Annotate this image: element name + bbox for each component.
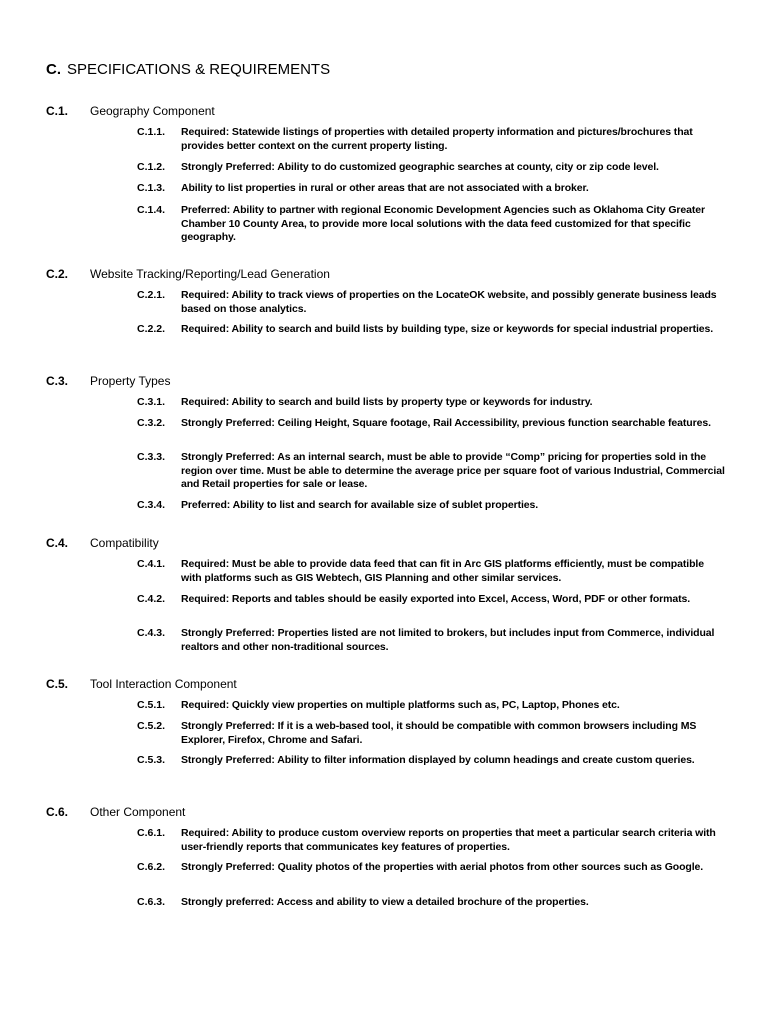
- heading-number: C.: [46, 61, 61, 78]
- item-number: C.1.2.: [137, 161, 166, 173]
- section-number: C.1.: [46, 104, 69, 118]
- item-number: C.4.1.: [137, 558, 166, 570]
- item-text: Required: Statewide listings of properties with detailed property information and pictures/brochures that provides better context on the current property listing.: [181, 126, 693, 152]
- item-text: Required: Quickly view properties on multiple platforms such as, PC, Laptop, Phones etc.: [181, 699, 620, 711]
- item-text: Required: Must be able to provide data feed that can fit in Arc GIS platforms efficiently, must be compatible with platforms such as GIS Webtech, GIS Planning and other similar services.: [181, 558, 704, 584]
- section-title: Other Component: [90, 805, 186, 819]
- section-number: C.4.: [46, 536, 69, 550]
- section-number: C.5.: [46, 677, 69, 691]
- item-text: Strongly Preferred: Properties listed are not limited to brokers, but includes input from Commerce, individual realtors and other non-traditional sources.: [181, 627, 715, 653]
- item-text: Strongly Preferred: Ability to filter information displayed by column headings and create custom queries.: [181, 754, 695, 766]
- item-text: Strongly Preferred: If it is a web-based tool, it should be compatible with common browsers including MS Explorer, Firefox, Chrome and Safari.: [181, 720, 697, 746]
- item-text: Required: Ability to produce custom overview reports on properties that meet a particular search criteria with user-friendly reports that communicates key features of properties.: [181, 827, 716, 853]
- item-text: Required: Ability to search and build lists by building type, size or keywords for special industrial properties.: [181, 323, 714, 335]
- item-number: C.2.1.: [137, 289, 166, 301]
- item-number: C.3.1.: [137, 396, 166, 408]
- item-text: Strongly Preferred: Ability to do customized geographic searches at county, city or zip code level.: [181, 161, 659, 173]
- item-number: C.2.2.: [137, 323, 166, 335]
- item-text: Required: Reports and tables should be easily exported into Excel, Access, Word, PDF or other formats.: [181, 593, 691, 605]
- item-text: Required: Ability to track views of properties on the LocateOK website, and possibly generate business leads based on those analytics.: [181, 289, 717, 315]
- item-text: Strongly Preferred: Ceiling Height, Square footage, Rail Accessibility, previous function searchable features.: [181, 417, 711, 429]
- item-text: Strongly Preferred: As an internal search, must be able to provide “Comp” pricing for properties sold in the region over time. Must be able to determine the average price per square foot of various Industrial, Commercial and Retail properties for sale or lease.: [181, 451, 725, 490]
- item-number: C.4.3.: [137, 627, 166, 639]
- item-text: Strongly Preferred: Quality photos of the properties with aerial photos from other sources such as Google.: [181, 861, 704, 873]
- section-title: Compatibility: [90, 536, 159, 550]
- item-text: Preferred: Ability to list and search for available size of sublet properties.: [181, 499, 539, 511]
- document-heading: [46, 60, 330, 80]
- item-text: Ability to list properties in rural or other areas that are not associated with a broker.: [181, 182, 589, 194]
- section-number: C.3.: [46, 374, 69, 388]
- item-text: Strongly preferred: Access and ability to view a detailed brochure of the properties.: [181, 896, 589, 908]
- item-number: C.3.2.: [137, 417, 166, 429]
- section-title: Property Types: [90, 374, 171, 388]
- item-number: C.1.4.: [137, 204, 166, 216]
- item-number: C.5.2.: [137, 720, 166, 732]
- section-title: Geography Component: [90, 104, 215, 118]
- section-number: C.2.: [46, 267, 69, 281]
- item-number: C.5.1.: [137, 699, 166, 711]
- item-number: C.5.3.: [137, 754, 166, 766]
- item-text: Preferred: Ability to partner with regional Economic Development Agencies such as Oklahoma City Greater Chamber 10 County Area, to provide more local solutions with the data feed customized for that specific geography.: [181, 204, 705, 243]
- item-number: C.6.2.: [137, 861, 166, 873]
- heading-title: SPECIFICATIONS & REQUIREMENTS: [67, 61, 331, 78]
- section-number: C.6.: [46, 805, 69, 819]
- item-number: C.3.3.: [137, 451, 166, 463]
- item-number: C.1.1.: [137, 126, 166, 138]
- item-number: C.6.3.: [137, 896, 166, 908]
- section-title: Website Tracking/Reporting/Lead Generation: [90, 267, 330, 281]
- item-number: C.3.4.: [137, 499, 166, 511]
- item-number: C.6.1.: [137, 827, 166, 839]
- section-title: Tool Interaction Component: [90, 677, 237, 691]
- item-number: C.4.2.: [137, 593, 166, 605]
- item-number: C.1.3.: [137, 182, 166, 194]
- item-text: Required: Ability to search and build lists by property type or keywords for industry.: [181, 396, 593, 408]
